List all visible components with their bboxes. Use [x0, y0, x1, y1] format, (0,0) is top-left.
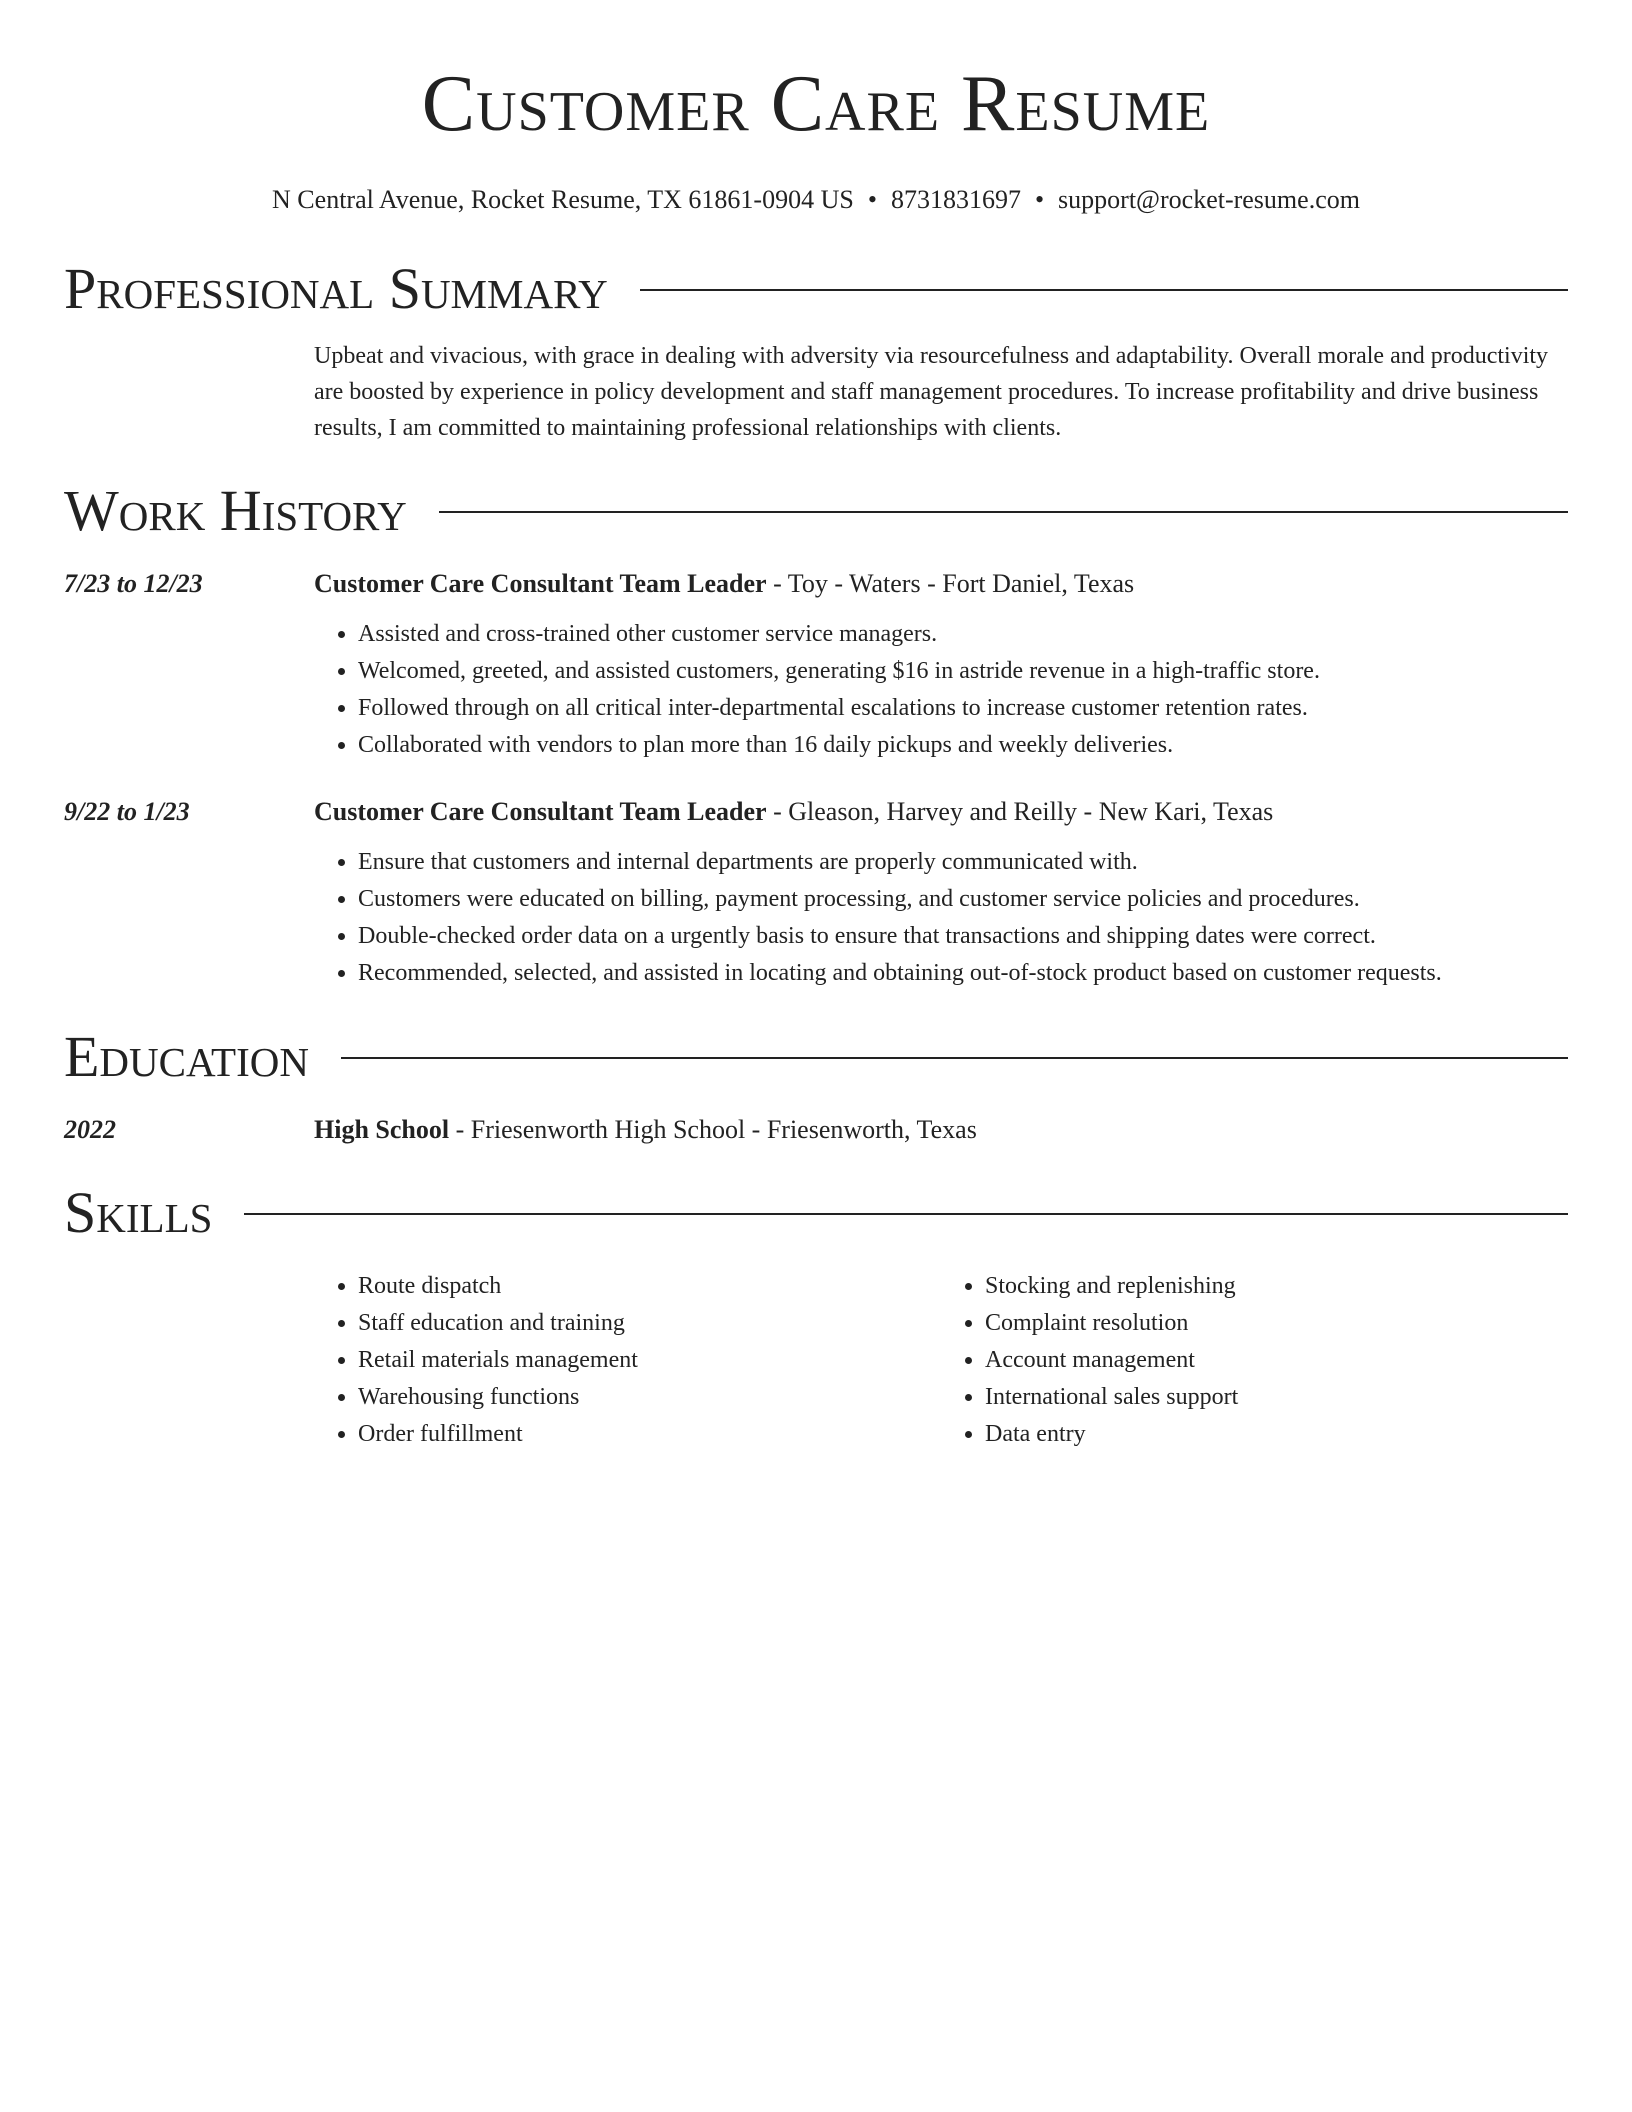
summary-row [64, 338, 1568, 446]
job-entry [64, 566, 1568, 764]
job-title: Customer Care Consultant Team Leader [314, 569, 767, 598]
list-item: • Customers were educated on billing, payment processing, and customer service policies and procedures. [358, 881, 1568, 918]
list-item: • Complaint resolution [985, 1305, 1568, 1342]
list-item: • Warehousing functions [358, 1379, 941, 1416]
job-title: Customer Care Consultant Team Leader [314, 797, 767, 826]
contact-phone: 8731831697 [890, 185, 1021, 214]
section-education-header [64, 1022, 1568, 1092]
skills-columns [314, 1268, 1568, 1453]
section-rule [244, 1213, 1568, 1215]
skills-list [314, 1268, 941, 1453]
list-item: • International sales support [985, 1379, 1568, 1416]
section-skills-header [64, 1178, 1568, 1248]
list-item: • Ensure that customers and internal departments are properly communicated with. [358, 844, 1568, 881]
job-heading [314, 794, 1568, 830]
section-rule [341, 1057, 1568, 1059]
job-details: - Gleason, Harvey and Reilly - New Kari, Texas [766, 797, 1274, 826]
list-item: • Retail materials management [358, 1342, 941, 1379]
education-content [314, 1112, 1568, 1148]
section-rule [439, 511, 1568, 513]
section-heading: Professional Summary [64, 256, 608, 321]
summary-spacer [64, 338, 314, 446]
education-details: - Friesenworth High School - Friesenworth, Texas [449, 1115, 977, 1144]
contact-address: N Central Avenue, Rocket Resume, TX 61861-0904 US [272, 185, 854, 214]
section-heading: Education [64, 1024, 309, 1089]
skills-column-right [941, 1268, 1568, 1453]
job-dates: 9/22 to 1/23 [64, 797, 190, 826]
skills-list [941, 1268, 1568, 1453]
list-item: • Recommended, selected, and assisted in locating and obtaining out-of-stock product based on customer requests. [358, 955, 1568, 992]
job-details: - Toy - Waters - Fort Daniel, Texas [766, 569, 1135, 598]
job-dates: 7/23 to 12/23 [64, 569, 203, 598]
list-item: • Stocking and replenishing [985, 1268, 1568, 1305]
skills-spacer [64, 1268, 314, 1453]
contact-email: support@rocket-resume.com [1058, 185, 1360, 214]
job-content [314, 794, 1568, 992]
section-summary-header [64, 254, 1568, 324]
skills-row [64, 1268, 1568, 1453]
list-item: • Order fulfillment [358, 1416, 941, 1453]
job-heading [314, 566, 1568, 602]
section-heading: Skills [64, 1180, 213, 1245]
list-item: • Assisted and cross-trained other customer service managers. [358, 616, 1568, 653]
list-item: • Staff education and training [358, 1305, 941, 1342]
section-heading: Work History [64, 478, 407, 543]
job-content [314, 566, 1568, 764]
list-item: • Double-checked order data on a urgently basis to ensure that transactions and shipping dates were correct. [358, 918, 1568, 955]
list-item: • Data entry [985, 1416, 1568, 1453]
resume-title: Customer Care Resume [421, 60, 1211, 148]
summary-text: Upbeat and vivacious, with grace in dealing with adversity via resourcefulness and adaptability. Overall morale and productivity are boosted by experience in policy development and staff management procedures. To increase profitability and drive business results, I am committed to maintaining professional relationships with clients. [314, 343, 1549, 441]
contact-line [64, 182, 1568, 218]
list-item: • Route dispatch [358, 1268, 941, 1305]
list-item: • Collaborated with vendors to plan more than 16 daily pickups and weekly deliveries. [358, 727, 1568, 764]
education-entry [64, 1112, 1568, 1148]
education-year: 2022 [64, 1115, 116, 1144]
section-rule [640, 289, 1568, 291]
contact-separator: • [1034, 185, 1045, 214]
education-degree: High School [314, 1115, 450, 1144]
contact-separator: • [867, 185, 877, 214]
job-bullets [314, 616, 1568, 764]
section-work-header [64, 476, 1568, 546]
job-bullets [314, 844, 1568, 992]
list-item: • Welcomed, greeted, and assisted customers, generating $16 in astride revenue in a high-traffic store. [358, 653, 1568, 690]
list-item: • Account management [985, 1342, 1568, 1379]
list-item: • Followed through on all critical inter-departmental escalations to increase customer retention rates. [358, 690, 1568, 727]
skills-column-left [314, 1268, 941, 1453]
job-entry [64, 794, 1568, 992]
